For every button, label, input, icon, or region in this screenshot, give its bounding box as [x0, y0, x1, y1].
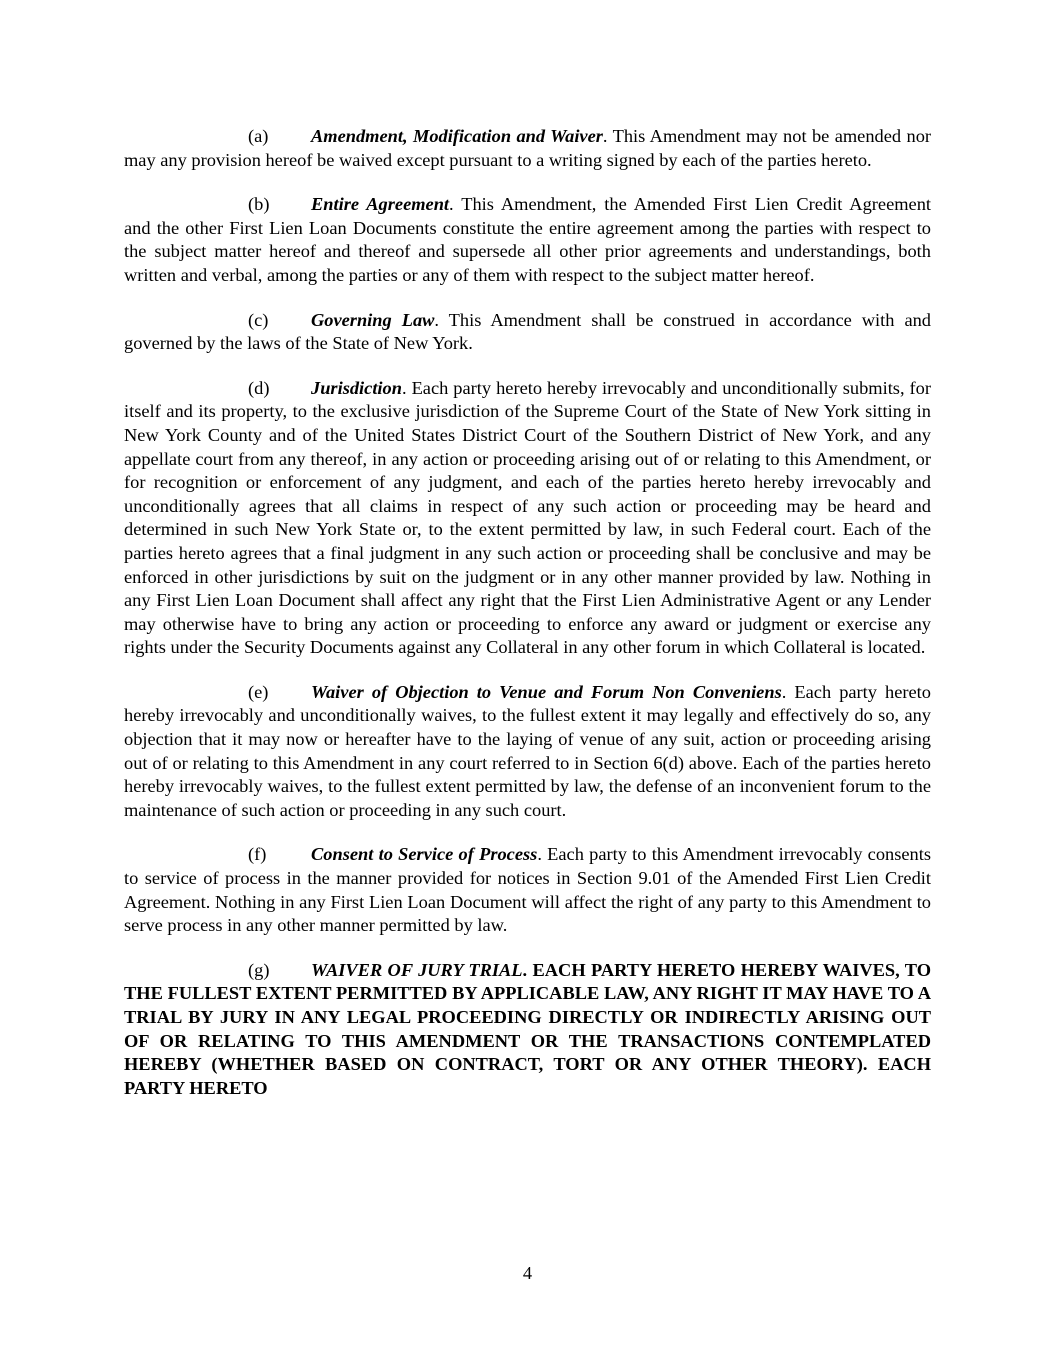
section-heading-punct: . [401, 377, 407, 398]
section-body: This Amendment may not be amended nor may any provision hereof be waived except pursuant to a writing signed by each of the parties hereto. [124, 126, 932, 170]
section-g-paragraph [124, 959, 931, 1101]
section-marker: (c) [248, 309, 269, 330]
section-heading: Amendment, Modification and Waiver [311, 126, 603, 146]
section-body: EACH PARTY HERETO HEREBY WAIVES, TO THE FULLEST EXTENT PERMITTED BY APPLICABLE LAW, ANY RIGHT IT MAY HAVE TO A TRIAL BY JURY IN ANY LEGAL PROCEEDING DIRECTLY OR INDIRECTLY ARISING OUT OF OR RELATING TO THIS AMENDMENT OR THE TRANSACTIONS CONTEMPLATED HEREBY (WHETHER BASED ON CONTRACT, TORT OR ANY OTHER THEORY). EACH PARTY HERETO [124, 959, 931, 1098]
section-d-paragraph [124, 377, 931, 660]
section-heading: Consent to Service of Process [311, 844, 538, 865]
section-b-paragraph [124, 193, 931, 287]
section-heading-punct: . [449, 194, 454, 215]
section-marker: (f) [248, 844, 267, 865]
document-page [124, 125, 931, 1121]
section-heading-punct: . [781, 681, 787, 702]
section-heading-punct: . [522, 959, 528, 980]
section-body: This Amendment, the Amended First Lien Credit Agreement and the other First Lien Loan Documents constitute the entire agreement among the parties with respect to the subject matter hereof and thereof and supersede all other prior agreements and understandings, both written and verbal, among the parties or any of them with respect to the subject matter hereof. [124, 194, 932, 285]
section-a-paragraph [124, 125, 931, 172]
section-heading: Jurisdiction [311, 377, 402, 398]
section-body: Each party hereto hereby irrevocably and unconditionally waives, to the fullest extent it may legally and effectively do so, any objection that it may now or hereafter have to the laying of venue of any suit, action or proceeding arising out of or relating to this Amendment in any court referred to in Section 6(d) above. Each of the parties hereto hereby irrevocably waives, to the fullest extent permitted by law, the defense of an inconvenient forum to the maintenance of such action or proceeding in any such court. [124, 681, 931, 820]
section-heading: Waiver of Objection to Venue and Forum Non Conveniens [311, 681, 782, 702]
section-heading-punct: . [602, 126, 608, 146]
section-f-paragraph [124, 843, 931, 937]
section-marker: (b) [248, 194, 270, 215]
section-heading: WAIVER OF JURY TRIAL [311, 959, 523, 980]
section-body: This Amendment shall be construed in accordance with and governed by the laws of the State of New York. [124, 309, 931, 354]
section-body: Each party hereto hereby irrevocably and unconditionally submits, for itself and its property, to the exclusive jurisdiction of the Supreme Court of the State of New York sitting in New York County and of the United States District Court of the Southern District of New York, and any appellate court from any thereof, in any action or proceeding arising out of or relating to this Amendment, or for recognition or enforcement of any judgment, and each of the parties hereto hereby irrevocably and unconditionally agrees that all claims in respect of any such action or proceeding may be heard and determined in such New York State or, to the extent permitted by law, in such Federal court. Each of the parties hereto agrees that a final judgment in any such action or proceeding shall be conclusive and may be enforced in other jurisdictions by suit on the judgment or in any other manner provided by law. Nothing in any First Lien Loan Document shall affect any right that the First Lien Administrative Agent or any Lender may otherwise have to bring any action or proceeding to enforce any award or judgment or exercise any rights under the Security Documents against any Collateral in any other forum in which Collateral is located. [124, 377, 931, 658]
section-c-paragraph [124, 309, 931, 356]
section-heading-punct: . [537, 844, 542, 865]
section-heading-punct: . [434, 309, 440, 330]
page-number: 4 [522, 1263, 533, 1283]
section-heading: Entire Agreement [311, 194, 450, 215]
section-marker: (e) [248, 681, 269, 702]
section-marker: (d) [248, 377, 270, 398]
section-heading: Governing Law [311, 309, 435, 330]
section-marker: (a) [248, 126, 269, 146]
section-marker: (g) [248, 959, 270, 980]
section-body: Each party to this Amendment irrevocably consents to service of process in the manner provided for notices in Section 9.01 of the Amended First Lien Credit Agreement. Nothing in any First Lien Loan Document will affect the right of any party to this Amendment to serve process in any other manner permitted by law. [124, 844, 931, 936]
section-e-paragraph [124, 681, 931, 823]
